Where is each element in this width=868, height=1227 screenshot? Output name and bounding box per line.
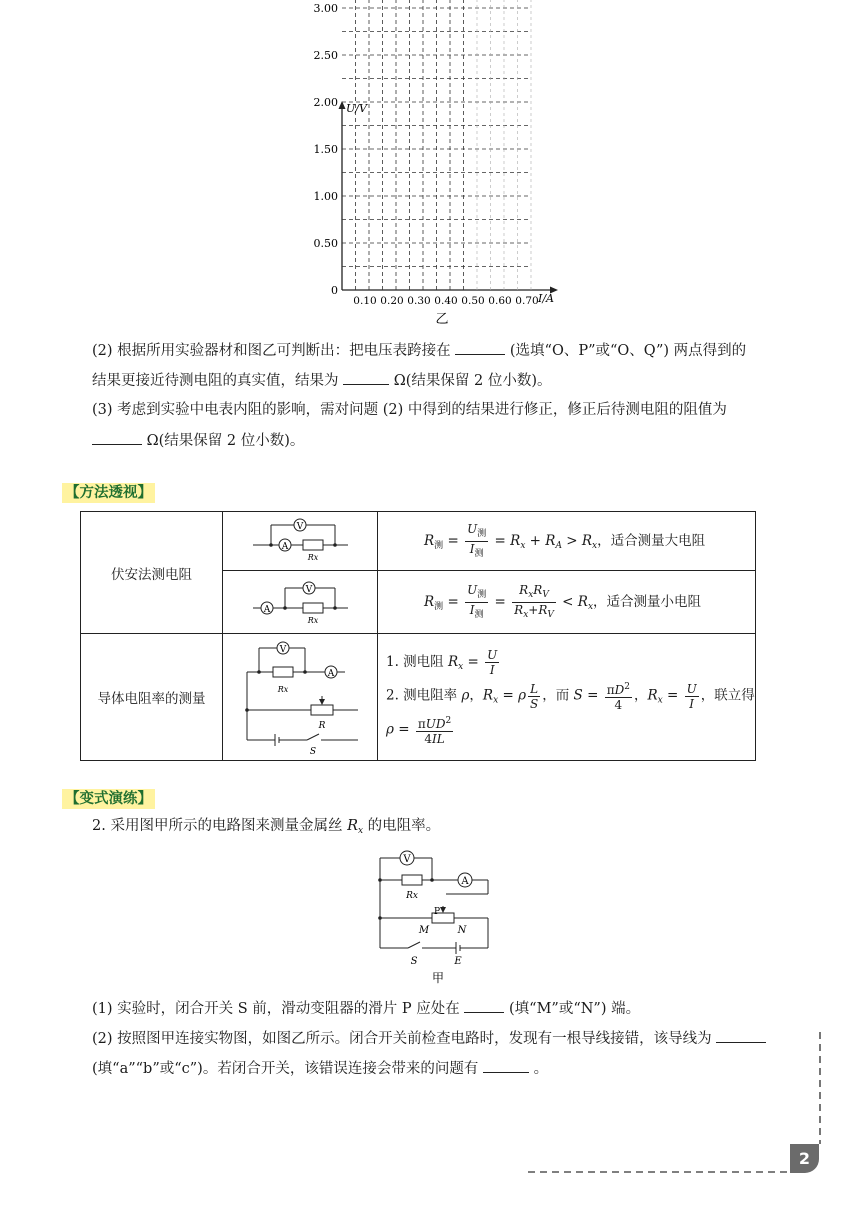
voltmeter-symbol: V (305, 585, 313, 595)
resistor-rx-label: Rx (307, 616, 319, 625)
q2-part2-line2: (填“a”“b”或“c”)。若闭合开关，该错误连接会带来的问题有 。 (92, 1058, 548, 1079)
switch-label: S (309, 747, 317, 757)
formula-external: $R_测$ = $\frac{U_测}{I_测}$ = $\frac{R_xR_V}{R_x+R_V}$ < $R_x$，适合测量小电阻 (378, 571, 756, 634)
q1-part3-line1: (3) 考虑到实验中电表内阻的影响，需对问题 (2) 中得到的结果进行修正，修正后待测电阻的阻值为 (92, 402, 727, 418)
switch-label: S (410, 956, 418, 967)
ammeter-symbol: A (327, 669, 335, 679)
x-tick-label: 0.20 (380, 295, 404, 307)
battery-e-label: E (454, 956, 462, 967)
terminal-m-label: M (418, 925, 430, 936)
graph-caption: 乙 (435, 312, 449, 327)
q2-intro: 2. 采用图甲所示的电路图来测量金属丝 $R_x$ 的电阻率。 (92, 818, 441, 836)
y-tick-label: 3.00 (313, 2, 338, 15)
circuit-resistivity (223, 634, 378, 761)
y-tick-label: 1.00 (313, 190, 338, 203)
x-tick-label: 0.40 (434, 295, 458, 307)
answer-blank-points[interactable] (455, 340, 505, 355)
graph-yi (300, 2, 570, 330)
resistor-rx-label: Rx (406, 891, 418, 901)
x-tick-label: 0.70 (515, 295, 539, 307)
practice-section-tag: 【变式演练】 (62, 789, 155, 809)
y-tick-label: 2.00 (313, 96, 338, 109)
answer-blank-corrected[interactable] (92, 430, 142, 445)
q1-part2-line2: 结果更接近待测电阻的真实值，结果为 Ω(结果保留 2 位小数)。 (92, 370, 552, 391)
rheostat-label: R (318, 721, 326, 731)
q2-part1: (1) 实验时，闭合开关 S 前，滑动变阻器的滑片 P 应处在 (填“M”或“N”) 端。 (92, 998, 640, 1019)
resistor-rx-label: Rx (277, 685, 289, 694)
row-voltammetry-label: 伏安法测电阻 (81, 512, 223, 634)
answer-blank-slider[interactable] (464, 998, 504, 1013)
figure-caption: 甲 (431, 971, 445, 985)
y-axis-label: U/V (346, 102, 367, 115)
y-tick-label: 0.50 (313, 237, 338, 250)
method-table (80, 511, 756, 761)
voltmeter-symbol: V (403, 854, 411, 865)
q1-part2-line1: (2) 根据所用实验器材和图乙可判断出：把电压表跨接在 (选填“O、P”或“O、Q”) 两点得到的 (92, 340, 746, 361)
method-section-tag: 【方法透视】 (62, 483, 155, 503)
x-tick-label: 0.10 (353, 295, 377, 307)
circuit-figure-jia (360, 848, 510, 986)
slider-p-label: P (433, 907, 441, 917)
x-tick-label: 0.50 (461, 295, 485, 307)
x-axis-label: I/A (538, 292, 554, 305)
ammeter-symbol: A (263, 605, 271, 615)
row-resistivity-label: 导体电阻率的测量 (81, 634, 223, 761)
x-tick-label: 0.30 (407, 295, 431, 307)
ammeter-symbol: A (461, 876, 469, 887)
y-tick-label: 1.50 (313, 143, 338, 156)
page-number: 2 (790, 1144, 819, 1173)
resistor-rx-label: Rx (307, 553, 319, 562)
ammeter-symbol: A (281, 542, 289, 552)
formula-internal: $R_测$ = $\frac{U_测}{I_测}$ = $R_x + R_A > R_x$，适合测量大电阻 (378, 512, 756, 571)
voltmeter-symbol: V (279, 645, 287, 655)
answer-blank-result[interactable] (343, 370, 389, 385)
q1-part3-line2: Ω(结果保留 2 位小数)。 (92, 430, 304, 451)
y-tick-label: 2.50 (313, 49, 338, 62)
circuit-internal-ammeter (223, 512, 378, 571)
terminal-n-label: N (457, 925, 467, 936)
x-tick-label: 0.60 (488, 295, 512, 307)
q2-part2-line1: (2) 按照图甲连接实物图，如图乙所示。闭合开关前检查电路时，发现有一根导线接错，该导线为 (92, 1028, 766, 1049)
formula-resistivity: 1. 测电阻 $R_x$ = $\frac{U}{I}$ 2. 测电阻率 ρ，$R_x = \rho$ $\frac{L}{S}$ ，而 S = $\frac{\pi D^2}{4}$ ，$R_x$ = $\frac{U}{I}$ ，联立得 ρ = $\frac{\pi UD^2}{4IL}$ (378, 634, 756, 761)
circuit-external-ammeter (223, 571, 378, 634)
y-tick-label: 0 (331, 284, 338, 297)
page-border-decoration (520, 1030, 830, 1180)
voltmeter-symbol: V (296, 522, 304, 532)
